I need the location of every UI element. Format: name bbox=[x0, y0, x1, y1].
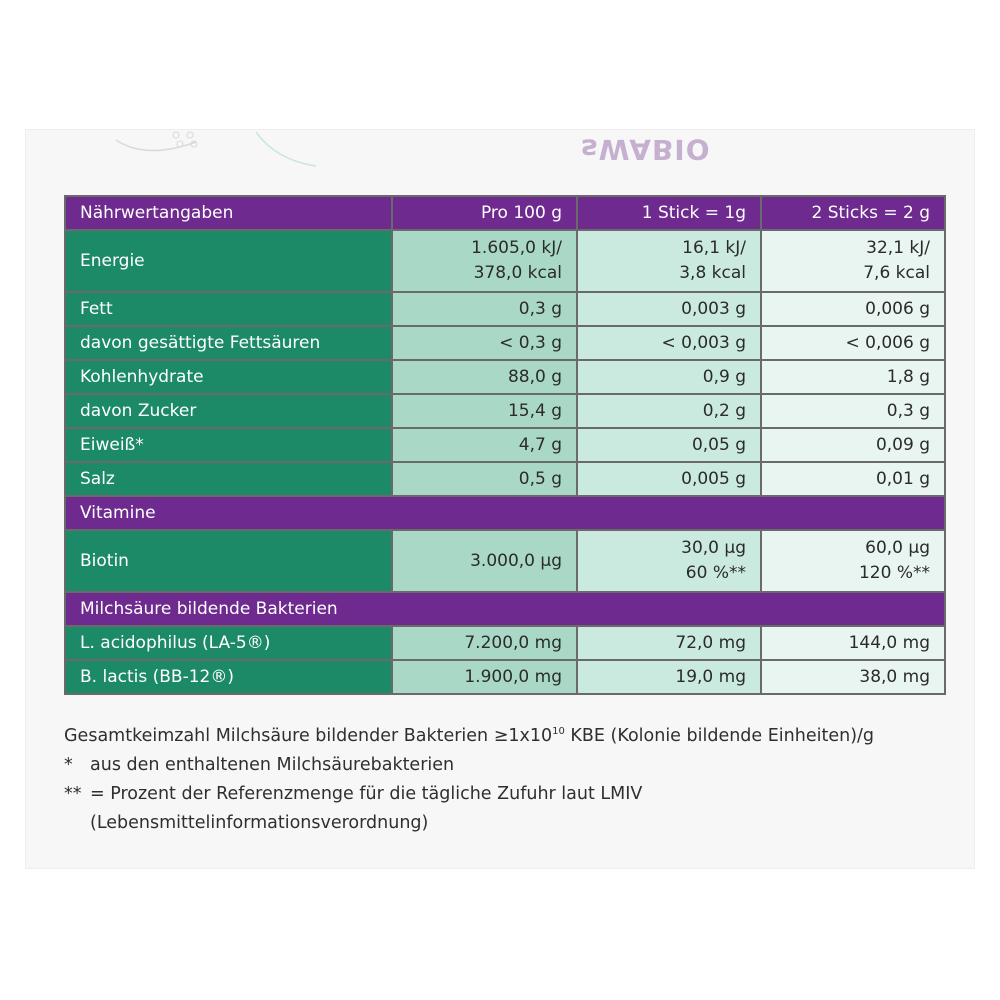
value-cell bbox=[392, 230, 577, 292]
note-text: Gesamtkeimzahl Milchsäure bildender Bakterien ≥1x10 bbox=[64, 726, 553, 746]
value-cell: 144,0 mg bbox=[761, 626, 945, 660]
value-cell: 1.900,0 mg bbox=[392, 660, 577, 694]
note-exponent: 10 bbox=[552, 726, 565, 738]
brand-logo-mirrored: sWABIO bbox=[581, 133, 711, 166]
value-cell: 0,01 g bbox=[761, 462, 945, 496]
footnote-marker: * bbox=[64, 755, 73, 775]
row-label: davon gesättigte Fettsäuren bbox=[65, 326, 392, 360]
value-line: 60 %** bbox=[685, 563, 746, 583]
value-cell bbox=[761, 230, 945, 292]
row-label: Eiweiß* bbox=[65, 428, 392, 462]
value-line: 60,0 µg bbox=[865, 538, 930, 558]
value-cell: 4,7 g bbox=[392, 428, 577, 462]
row-label: Fett bbox=[65, 292, 392, 326]
value-cell bbox=[761, 530, 945, 592]
value-cell: 3.000,0 µg bbox=[392, 530, 577, 592]
value-cell: 15,4 g bbox=[392, 394, 577, 428]
value-line: 7,6 kcal bbox=[863, 263, 930, 283]
value-cell: 0,09 g bbox=[761, 428, 945, 462]
value-cell bbox=[577, 530, 761, 592]
footnote-single-star bbox=[64, 751, 974, 780]
table-row bbox=[65, 660, 945, 694]
total-count-note bbox=[64, 722, 974, 751]
package-top-decoration bbox=[26, 130, 974, 170]
header-label: Nährwertangaben bbox=[65, 196, 392, 230]
footnote-marker: ** bbox=[64, 784, 82, 804]
value-cell: < 0,006 g bbox=[761, 326, 945, 360]
section-row-bakterien bbox=[65, 592, 945, 626]
value-line: 32,1 kJ/ bbox=[866, 238, 930, 258]
header-col-1-stick: 1 Stick = 1g bbox=[577, 196, 761, 230]
footnote-text: aus den enthaltenen Milchsäurebakterien bbox=[90, 755, 455, 775]
table-header-row bbox=[65, 196, 945, 230]
row-label: Energie bbox=[65, 230, 392, 292]
value-cell: 72,0 mg bbox=[577, 626, 761, 660]
table-row bbox=[65, 428, 945, 462]
value-line: 30,0 µg bbox=[681, 538, 746, 558]
value-cell: 0,9 g bbox=[577, 360, 761, 394]
value-cell: 19,0 mg bbox=[577, 660, 761, 694]
value-cell: 1,8 g bbox=[761, 360, 945, 394]
value-cell: 0,006 g bbox=[761, 292, 945, 326]
table-row bbox=[65, 462, 945, 496]
value-cell: 7.200,0 mg bbox=[392, 626, 577, 660]
value-cell bbox=[577, 230, 761, 292]
row-label: Biotin bbox=[65, 530, 392, 592]
header-col-per-100g: Pro 100 g bbox=[392, 196, 577, 230]
row-label: L. acidophilus (LA-5®) bbox=[65, 626, 392, 660]
header-col-2-sticks: 2 Sticks = 2 g bbox=[761, 196, 945, 230]
swoosh-decoration bbox=[106, 130, 326, 170]
table-row bbox=[65, 230, 945, 292]
row-label: Kohlenhydrate bbox=[65, 360, 392, 394]
value-line: 3,8 kcal bbox=[679, 263, 746, 283]
value-cell: 0,3 g bbox=[392, 292, 577, 326]
table-row bbox=[65, 530, 945, 592]
table-row bbox=[65, 626, 945, 660]
table-row bbox=[65, 360, 945, 394]
note-text: KBE (Kolonie bildende Einheiten)/g bbox=[564, 726, 875, 746]
value-cell: 0,5 g bbox=[392, 462, 577, 496]
footnote-text: = Prozent der Referenzmenge für die tägliche Zufuhr laut LMIV bbox=[90, 784, 643, 804]
row-label: B. lactis (BB-12®) bbox=[65, 660, 392, 694]
value-cell: 88,0 g bbox=[392, 360, 577, 394]
value-cell: < 0,003 g bbox=[577, 326, 761, 360]
value-line: 120 %** bbox=[858, 563, 930, 583]
nutrition-table bbox=[64, 195, 946, 695]
value-line: 16,1 kJ/ bbox=[682, 238, 746, 258]
value-cell: 0,003 g bbox=[577, 292, 761, 326]
row-label: davon Zucker bbox=[65, 394, 392, 428]
value-cell: 38,0 mg bbox=[761, 660, 945, 694]
section-row-vitamine bbox=[65, 496, 945, 530]
value-line: 1.605,0 kJ/ bbox=[471, 238, 562, 258]
value-cell: 0,005 g bbox=[577, 462, 761, 496]
table-row bbox=[65, 292, 945, 326]
footnote-double-star bbox=[64, 780, 974, 809]
value-cell: 0,2 g bbox=[577, 394, 761, 428]
row-label: Salz bbox=[65, 462, 392, 496]
footnote-continuation: (Lebensmittelinformationsverordnung) bbox=[90, 813, 429, 833]
table-row bbox=[65, 326, 945, 360]
value-line: 378,0 kcal bbox=[473, 263, 562, 283]
value-cell: < 0,3 g bbox=[392, 326, 577, 360]
value-cell: 0,3 g bbox=[761, 394, 945, 428]
section-title: Vitamine bbox=[65, 496, 945, 530]
footnotes bbox=[64, 722, 974, 838]
table-row bbox=[65, 394, 945, 428]
section-title: Milchsäure bildende Bakterien bbox=[65, 592, 945, 626]
value-cell: 0,05 g bbox=[577, 428, 761, 462]
